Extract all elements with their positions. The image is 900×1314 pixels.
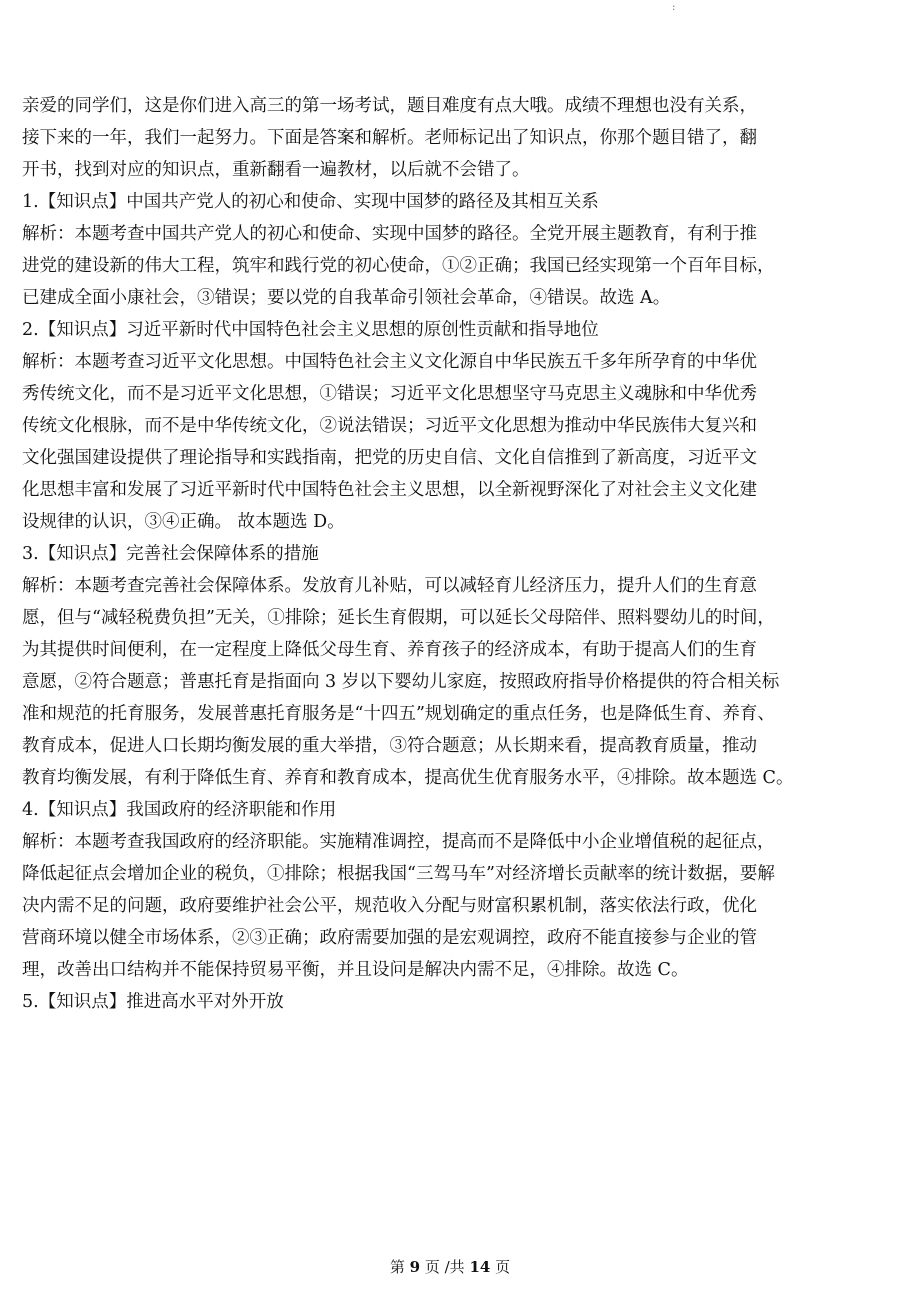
question-2-knowledge-point: 2.【知识点】习近平新时代中国特色社会主义思想的原创性贡献和指导地位 [22,320,599,340]
answer-analysis-body [22,90,877,1018]
question-2-analysis: 秀传统文化，而不是习近平文化思想，①错误；习近平文化思想坚守马克思主义魂脉和中华优秀 [22,384,757,404]
question-1-knowledge-point: 1.【知识点】中国共产党人的初心和使命、实现中国梦的路径及其相互关系 [22,192,599,212]
question-3-analysis: 意愿，②符合题意；普惠托育是指面向 3 岁以下婴幼儿家庭，按照政府指导价格提供的符合相关标 [22,672,780,692]
question-1-analysis: 已建成全面小康社会，③错误；要以党的自我革命引领社会革命，④错误。故选 A。 [22,288,671,308]
question-4-analysis: 理，改善出口结构并不能保持贸易平衡，并且设问是解决内需不足，④排除。故选 C。 [22,960,689,980]
question-5-knowledge-point: 5.【知识点】推进高水平对外开放 [22,992,284,1012]
total-pages: 14 [469,1258,491,1276]
question-4-analysis: 解析：本题考查我国政府的经济职能。实施精准调控，提高而不是降低中小企业增值税的起征点， [22,832,775,852]
text-line: 亲爱的同学们，这是你们进入高三的第一场考试，题目难度有点大哦。成绩不理想也没有关系， [22,96,757,116]
question-4-knowledge-point: 4.【知识点】我国政府的经济职能和作用 [22,800,337,820]
question-3-analysis: 教育成本，促进人口长期均衡发展的重大举措，③符合题意；从长期来看，提高教育质量，推动 [22,736,757,756]
question-4-analysis: 营商环境以健全市场体系，②③正确；政府需要加强的是宏观调控，政府不能直接参与企业的管 [22,928,757,948]
question-1-analysis: 解析：本题考查中国共产党人的初心和使命、实现中国梦的路径。全党开展主题教育，有利于推 [22,224,757,244]
question-1-analysis: 进党的建设新的伟大工程，筑牢和践行党的初心使命，①②正确；我国已经实现第一个百年目标， [22,256,775,276]
footer-prefix: 第 [389,1258,405,1276]
question-3-analysis: 教育均衡发展，有利于降低生育、养育和教育成本，提高优生优育服务水平，④排除。故本题选 C。 [22,768,794,788]
question-2-analysis: 解析：本题考查习近平文化思想。中国特色社会主义文化源自中华民族五千多年所孕育的中华优 [22,352,757,372]
page-number: 9 [409,1258,421,1276]
question-4-analysis: 降低起征点会增加企业的税负，①排除；根据我国“三驾马车”对经济增长贡献率的统计数据，要解 [22,864,775,884]
footer-mid: 页 /共 [424,1258,465,1276]
text-line: 接下来的一年，我们一起努力。下面是答案和解析。老师标记出了知识点，你那个题目错了，翻 [22,128,757,148]
question-3-analysis: 为其提供时间便利，在一定程度上降低父母生育、养育孩子的经济成本，有助于提高人们的生育 [22,640,757,660]
question-2-analysis: 传统文化根脉，而不是中华传统文化，②说法错误；习近平文化思想为推动中华民族伟大复兴和 [22,416,757,436]
corner-mark: : [672,2,676,13]
footer-suffix: 页 [495,1258,511,1276]
question-3-analysis: 准和规范的托育服务，发展普惠托育服务是“十四五”规划确定的重点任务，也是降低生育、养育、 [22,704,775,724]
question-4-analysis: 决内需不足的问题，政府要维护社会公平，规范收入分配与财富积累机制，落实依法行政，优化 [22,896,757,916]
question-2-analysis: 设规律的认识，③④正确。 故本题选 D。 [22,512,345,532]
question-2-analysis: 文化强国建设提供了理论指导和实践指南，把党的历史自信、文化自信推到了新高度，习近平文 [22,448,757,468]
text-line: 开书，找到对应的知识点，重新翻看一遍教材，以后就不会错了。 [22,160,530,180]
page-footer [0,1256,900,1277]
question-2-analysis: 化思想丰富和发展了习近平新时代中国特色社会主义思想，以全新视野深化了对社会主义文化建 [22,480,757,500]
question-3-analysis: 解析：本题考查完善社会保障体系。发放育儿补贴，可以减轻育儿经济压力，提升人们的生育意 [22,576,757,596]
question-3-knowledge-point: 3.【知识点】完善社会保障体系的措施 [22,544,319,564]
question-3-analysis: 愿，但与“减轻税费负担”无关，①排除；延长生育假期，可以延长父母陪伴、照料婴幼儿的时间， [22,608,775,628]
